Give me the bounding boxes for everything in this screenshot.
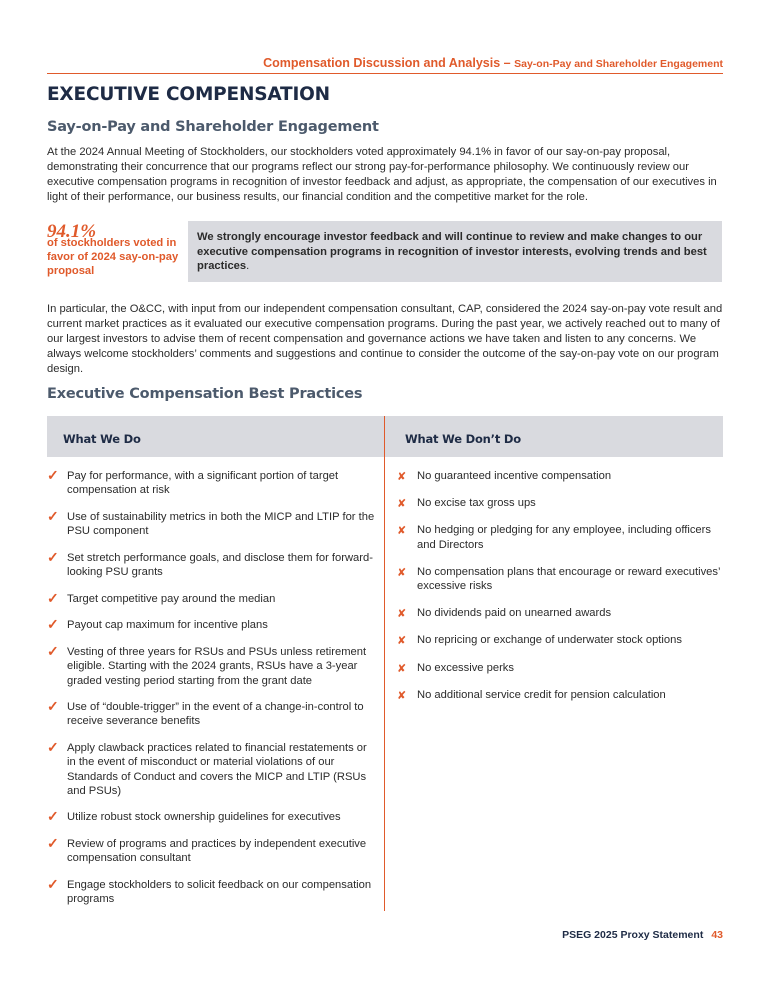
checkmark-icon: ✓ <box>47 467 59 483</box>
list-item-text: Pay for performance, with a significant portion of target compensation at risk <box>67 470 339 497</box>
list-item <box>397 523 723 551</box>
list-item-text: No hedging or pledging for any employee, including officers and Directors <box>417 524 711 551</box>
list-item-text: Target competitive pay around the median <box>67 592 276 605</box>
say-on-pay-heading: Say-on-Pay and Shareholder Engagement <box>47 119 379 135</box>
list-item-text: No excise tax gross ups <box>417 497 536 510</box>
stat-caption: of stockholders voted in favor of 2024 say-on-pay proposal <box>47 237 179 277</box>
page-title: EXECUTIVE COMPENSATION <box>47 84 330 105</box>
cross-icon: ✘ <box>397 566 407 579</box>
cross-icon: ✘ <box>397 662 407 675</box>
cross-icon: ✘ <box>397 689 407 702</box>
callout-period: . <box>246 260 250 272</box>
list-item <box>47 589 375 606</box>
checkmark-icon: ✓ <box>47 643 59 660</box>
stat-value: 94.1% <box>47 221 97 242</box>
list-item <box>47 507 375 538</box>
list-item-text: Set stretch performance goals, and disclose them for forward-looking PSU grants <box>67 551 373 579</box>
list-item <box>47 548 375 579</box>
list-item <box>47 700 375 728</box>
list-item <box>397 606 723 620</box>
list-item <box>47 878 375 906</box>
running-header <box>47 56 723 70</box>
what-we-do-title: What We Do <box>63 432 141 446</box>
what-we-dont-do-title: What We Don’t Do <box>405 432 521 446</box>
list-item <box>397 496 723 510</box>
cross-icon: ✘ <box>397 635 407 648</box>
list-item <box>47 645 375 688</box>
say-on-pay-followup: In particular, the O&CC, with input from our independent compensation consultant, CAP, considered the 2024 say-on-pay vote result and current market practices as it evaluated our executive compensation programs. During the past year, we actively reached out to many of our largest investors to advise them of recent compensation and governance actions we have taken and listen to any concerns. We always welcome stockholders’ comments and suggestions and continue to consider the outcome of the say-on-pay vote on our program design. <box>47 303 723 375</box>
checkmark-icon: ✓ <box>47 616 59 633</box>
page-footer <box>562 929 723 941</box>
list-item <box>47 837 375 865</box>
list-item-text: No compensation plans that encourage or reward executives’ excessive risks <box>417 565 721 593</box>
what-we-do-list <box>47 469 375 919</box>
header-rule <box>47 73 723 74</box>
what-we-dont-do-list <box>397 469 723 715</box>
column-divider <box>384 416 385 911</box>
list-item-text: Utilize robust stock ownership guidelines for executives <box>67 811 341 824</box>
callout-text: We strongly encourage investor feedback and will continue to review and make changes to our executive compensation programs in recognition of investor interests, evolving trends and best practices <box>197 231 707 272</box>
callout-box <box>188 221 722 282</box>
checkmark-icon: ✓ <box>47 548 59 565</box>
list-item-text: Apply clawback practices related to financial restatements or in the event of misconduct or material violations of our Standards of Conduct and covers the MICP and LTIP (RSUs and PSUs) <box>67 742 367 797</box>
footer-doc-name: PSEG 2025 Proxy Statement <box>562 929 704 941</box>
best-practices-heading: Executive Compensation Best Practices <box>47 386 363 402</box>
list-item-text: Review of programs and practices by independent executive compensation consultant <box>67 838 367 865</box>
list-item-text: Engage stockholders to solicit feedback on our compensation programs <box>67 879 372 906</box>
list-item-text: Payout cap maximum for incentive plans <box>67 619 268 632</box>
list-item-text: No repricing or exchange of underwater stock options <box>417 634 682 647</box>
list-item-text: No dividends paid on unearned awards <box>417 607 612 620</box>
checkmark-icon: ✓ <box>47 589 59 606</box>
list-item <box>47 469 375 497</box>
list-item <box>397 469 723 483</box>
cross-icon: ✘ <box>397 608 407 621</box>
checkmark-icon: ✓ <box>47 507 59 524</box>
say-on-pay-intro: At the 2024 Annual Meeting of Stockholders, our stockholders voted approximately 94.1% in favor of our say-on-pay proposal, demonstrating their concurrence that our programs reflect our strong pay-for-performance philosophy. We continuously review our executive compensation programs in recognition of investor feedback and adjust, as appropriate, the compensation of our executives in light of their performance, our business results, our financial condition and the competitive market for the role. <box>47 146 717 203</box>
cross-icon: ✘ <box>397 498 407 511</box>
list-item <box>47 810 375 824</box>
list-item <box>47 741 375 798</box>
list-item-text: Vesting of three years for RSUs and PSUs unless retirement eligible. Starting with the 2024 grants, RSUs have a 3-year graded vesting period starting from the grant date <box>67 646 367 687</box>
list-item-text: Use of “double-trigger” in the event of a change-in-control to receive severance benefits <box>67 701 364 728</box>
checkmark-icon: ✓ <box>47 808 59 825</box>
list-item <box>47 618 375 632</box>
running-header-subsection: Say-on-Pay and Shareholder Engagement <box>514 58 723 70</box>
list-item-text: No guaranteed incentive compensation <box>417 470 612 482</box>
list-item-text: Use of sustainability metrics in both the MICP and LTIP for the PSU component <box>67 510 375 538</box>
list-item <box>397 661 723 675</box>
list-item <box>397 565 723 593</box>
list-item <box>397 633 723 647</box>
page-number: 43 <box>711 929 723 941</box>
cross-icon: ✘ <box>397 525 407 538</box>
checkmark-icon: ✓ <box>47 698 59 715</box>
list-item <box>397 688 723 702</box>
checkmark-icon: ✓ <box>47 739 59 756</box>
cross-icon: ✘ <box>397 471 407 483</box>
checkmark-icon: ✓ <box>47 876 59 893</box>
list-item-text: No excessive perks <box>417 661 514 674</box>
checkmark-icon: ✓ <box>47 835 59 852</box>
list-item-text: No additional service credit for pension calculation <box>417 688 666 701</box>
running-header-section: Compensation Discussion and Analysis – <box>263 56 511 70</box>
